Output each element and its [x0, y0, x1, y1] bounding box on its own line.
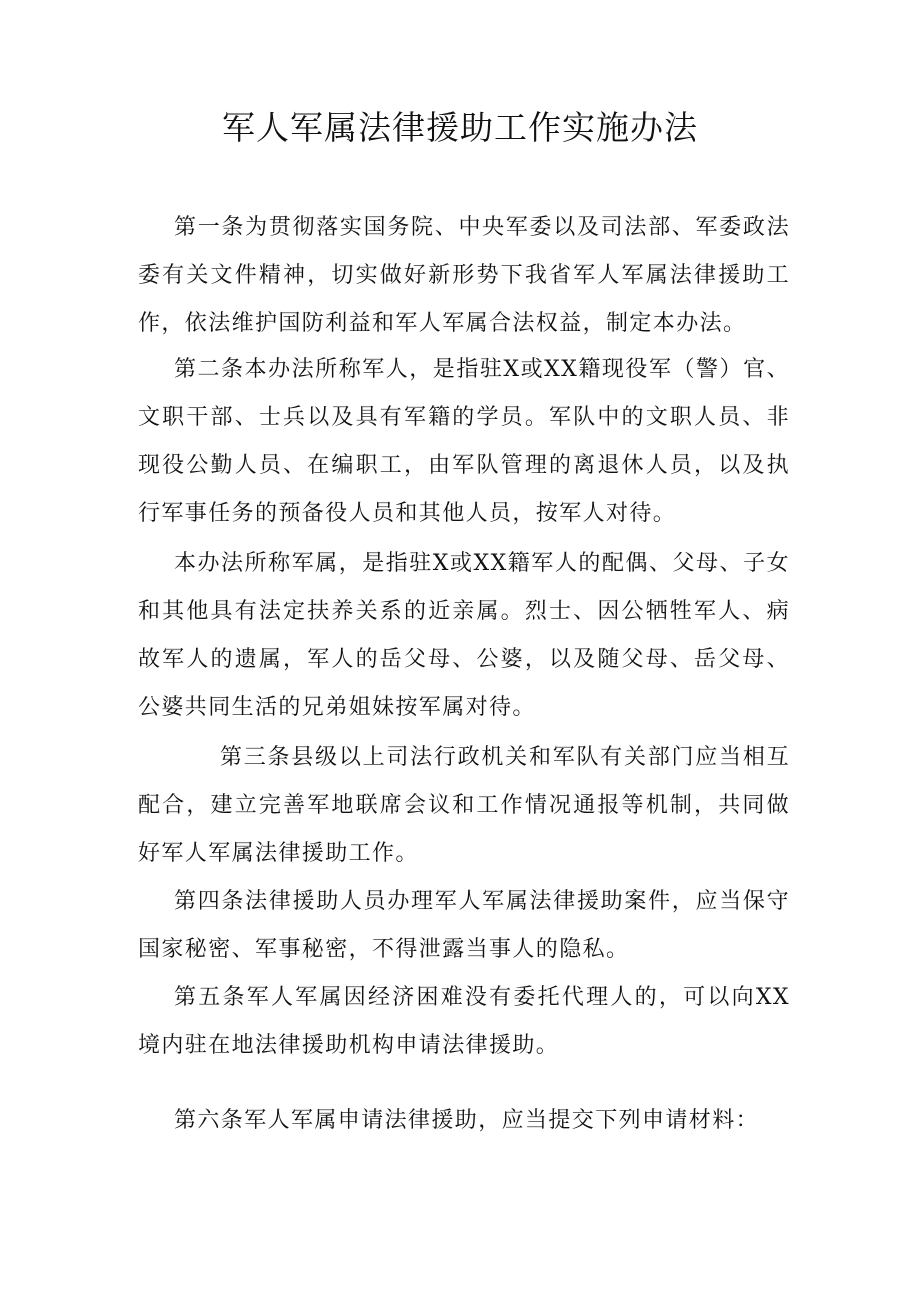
military-family-definition-paragraph: 本办法所称军属，是指驻X或XX籍军人的配偶、父母、子女和其他具有法定扶养关系的近亲属。烈士、因公牺牲军人、病故军人的遗属，军人的岳父母、公婆，以及随父母、岳父母、公婆共同生活的兄弟姐妹按军属对待。: [138, 551, 790, 720]
article-4-paragraph: 第四条法律援助人员办理军人军属法律援助案件，应当保守国家秘密、军事秘密，不得泄露当事人的隐私。: [138, 889, 790, 962]
article-6-paragraph: 第六条军人军属申请法律援助，应当提交下列申请材料：: [174, 1108, 760, 1133]
document-title: 军人军属法律援助工作实施办法: [222, 108, 698, 147]
article-1-paragraph: 第一条为贯彻落实国务院、中央军委以及司法部、军委政法委有关文件精神，切实做好新形势下我省军人军属法律援助工作，依法维护国防利益和军人军属合法权益，制定本办法。: [138, 215, 790, 336]
article-5-paragraph: 第五条军人军属因经济困难没有委托代理人的，可以向XX境内驻在地法律援助机构申请法律援助。: [138, 985, 790, 1058]
article-2-paragraph: 第二条本办法所称军人，是指驻X或XX籍现役军（警）官、文职干部、士兵以及具有军籍的学员。军队中的文职人员、非现役公勤人员、在编职工，由军队管理的离退休人员，以及执行军事任务的预备役人员和其他人员，按军人对待。: [138, 357, 790, 526]
article-3-paragraph: 第三条县级以上司法行政机关和军队有关部门应当相互配合，建立完善军地联席会议和工作情况通报等机制，共同做好军人军属法律援助工作。: [138, 745, 790, 866]
